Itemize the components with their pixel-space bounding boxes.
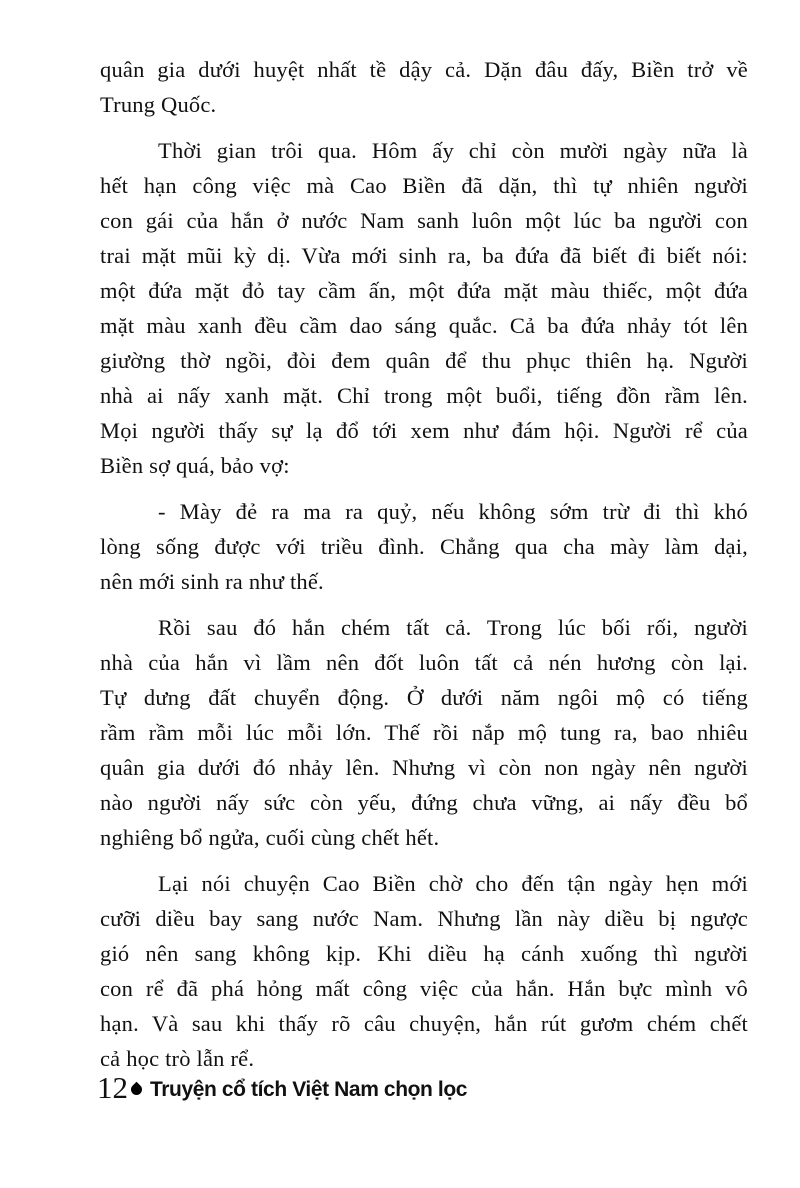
text-line: cả học trò lẫn rể.	[100, 1046, 255, 1071]
droplet-icon	[129, 1082, 145, 1098]
text-line: cưỡi diều bay sang nước Nam. Nhưng lần này diều bị ngược	[100, 906, 748, 931]
text-line: Rồi sau đó hắn chém tất cả. Trong lúc bối rối, người	[158, 615, 748, 640]
text-line: - Mày đẻ ra ma ra quỷ, nếu không sớm trừ đi thì khó	[158, 499, 748, 524]
text-line: Thời gian trôi qua. Hôm ấy chỉ còn mười ngày nữa là	[158, 138, 748, 163]
text-line: quân gia dưới huyệt nhất tề dậy cả. Dặn đâu đấy, Biền trở về	[100, 57, 748, 82]
paragraph	[100, 52, 748, 122]
text-line: nhà ai nấy xanh mặt. Chỉ trong một buổi, tiếng đồn rầm lên.	[100, 383, 748, 408]
text-line: trai mặt mũi kỳ dị. Vừa mới sinh ra, ba đứa đã biết đi biết nói:	[100, 243, 748, 268]
text-line: nghiêng bổ ngửa, cuối cùng chết hết.	[100, 825, 440, 850]
text-line: Mọi người thấy sự lạ đổ tới xem như đám hội. Người rể của	[100, 418, 748, 443]
page-footer	[97, 1072, 467, 1103]
paragraph	[100, 610, 748, 855]
text-line: giường thờ ngồi, đòi đem quân để thu phục thiên hạ. Người	[100, 348, 748, 373]
text-line: con rể đã phá hỏng mất công việc của hắn. Hắn bực mình vô	[100, 976, 748, 1001]
paragraph	[100, 494, 748, 599]
text-line: Lại nói chuyện Cao Biền chờ cho đến tận ngày hẹn mới	[158, 871, 748, 896]
paragraph	[100, 133, 748, 483]
text-line: rầm rầm mỗi lúc mỗi lớn. Thế rồi nắp mộ tung ra, bao nhiêu	[100, 720, 748, 745]
text-line: một đứa mặt đỏ tay cầm ấn, một đứa mặt màu thiếc, một đứa	[100, 278, 748, 303]
text-line: nhà của hắn vì lầm nên đốt luôn tất cả nén hương còn lại.	[100, 650, 748, 675]
text-line: hết hạn công việc mà Cao Biền đã dặn, thì tự nhiên người	[100, 173, 748, 198]
page-number: 12	[97, 1070, 128, 1105]
text-line: nào người nấy sức còn yếu, đứng chưa vững, ai nấy đều bổ	[100, 790, 748, 815]
text-line: Biền sợ quá, bảo vợ:	[100, 453, 290, 478]
text-line: Trung Quốc.	[100, 92, 217, 117]
text-line: lòng sống được với triều đình. Chẳng qua cha mày làm dại,	[100, 534, 748, 559]
paragraph	[100, 866, 748, 1076]
text-line: mặt màu xanh đều cầm dao sáng quắc. Cả ba đứa nhảy tót lên	[100, 313, 748, 338]
text-line: hạn. Và sau khi thấy rõ câu chuyện, hắn rút gươm chém chết	[100, 1011, 748, 1036]
text-line: gió nên sang không kịp. Khi diều hạ cánh xuống thì người	[100, 941, 748, 966]
text-line: Tự dưng đất chuyển động. Ở dưới năm ngôi mộ có tiếng	[100, 685, 748, 710]
text-line: con gái của hắn ở nước Nam sanh luôn một lúc ba người con	[100, 208, 748, 233]
text-line: nên mới sinh ra như thế.	[100, 569, 324, 594]
footer-book-title: Truyện cổ tích Việt Nam chọn lọc	[150, 1077, 468, 1101]
text-line: quân gia dưới đó nhảy lên. Nhưng vì còn non ngày nên người	[100, 755, 748, 780]
